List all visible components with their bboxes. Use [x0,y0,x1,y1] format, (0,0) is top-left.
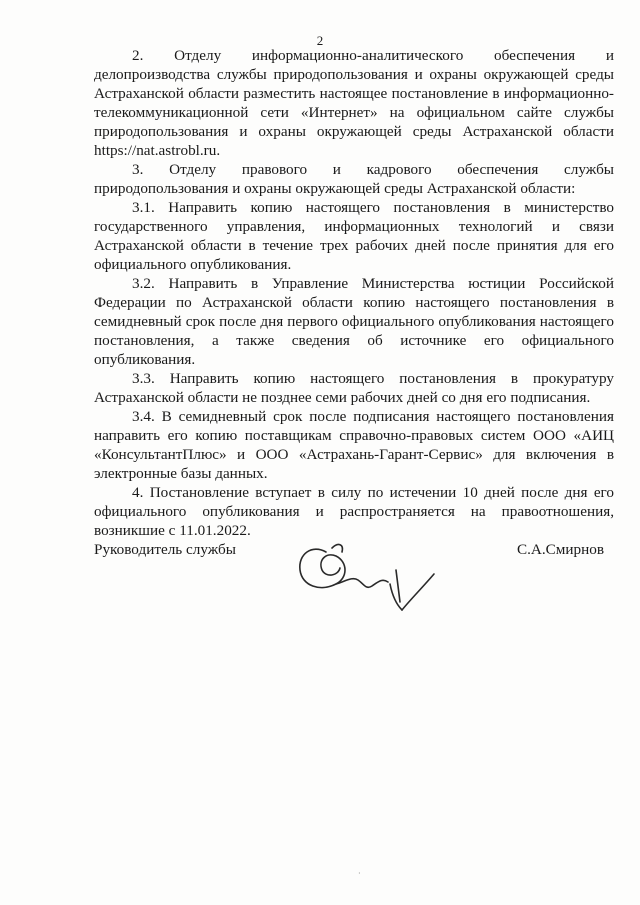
paragraph-2: 2. Отделу информационно-аналитического обеспечения и делопроизводства службы природопользования и охраны окружающей среды Астраханской области разместить настоящее постановление в информационно-телекоммуникационной сети «Интернет» на официальном сайте службы природопользования и охраны окружающей среды Астраханской области https://nat.astrobl.ru. [94,47,614,159]
scan-speck: · [358,869,361,878]
paragraph-4: 4. Постановление вступает в силу по истечении 10 дней после дня его официального опубликования и распространяется на правоотношения, возникшие с 11.01.2022. [94,484,614,539]
signatory-name: С.А.Смирнов [516,541,604,558]
paragraph-3-4: 3.4. В семидневный срок после подписания настоящего постановления направить его копию поставщикам справочно-правовых систем ООО «АИЦ «КонсультантПлюс» и ООО «Астрахань-Гарант-Сервис» для включения в электронные базы данных. [94,408,614,482]
document-body [94,46,614,540]
paragraph-3: 3. Отделу правового и кадрового обеспечения службы природопользования и охраны окружающей среды Астраханской области: [94,161,614,197]
paragraph-3-3: 3.3. Направить копию настоящего постановления в прокуратуру Астраханской области не позднее семи рабочих дней со дня его подписания. [94,370,614,406]
page-number: 2 [316,33,324,48]
handwritten-signature [292,530,442,614]
paragraph-3-1: 3.1. Направить копию настоящего постановления в министерство государственного управления, информационных технологий и связи Астраханской области в течение трех рабочих дней после принятия для его официального опубликования. [94,199,614,273]
paragraph-3-2: 3.2. Направить в Управление Министерства юстиции Российской Федерации по Астраханской области копию настоящего постановления в семидневный срок после дня первого официального опубликования настоящего постановления, а также сведения об источнике его официального опубликования. [94,275,614,368]
signatory-role: Руководитель службы [94,541,236,558]
